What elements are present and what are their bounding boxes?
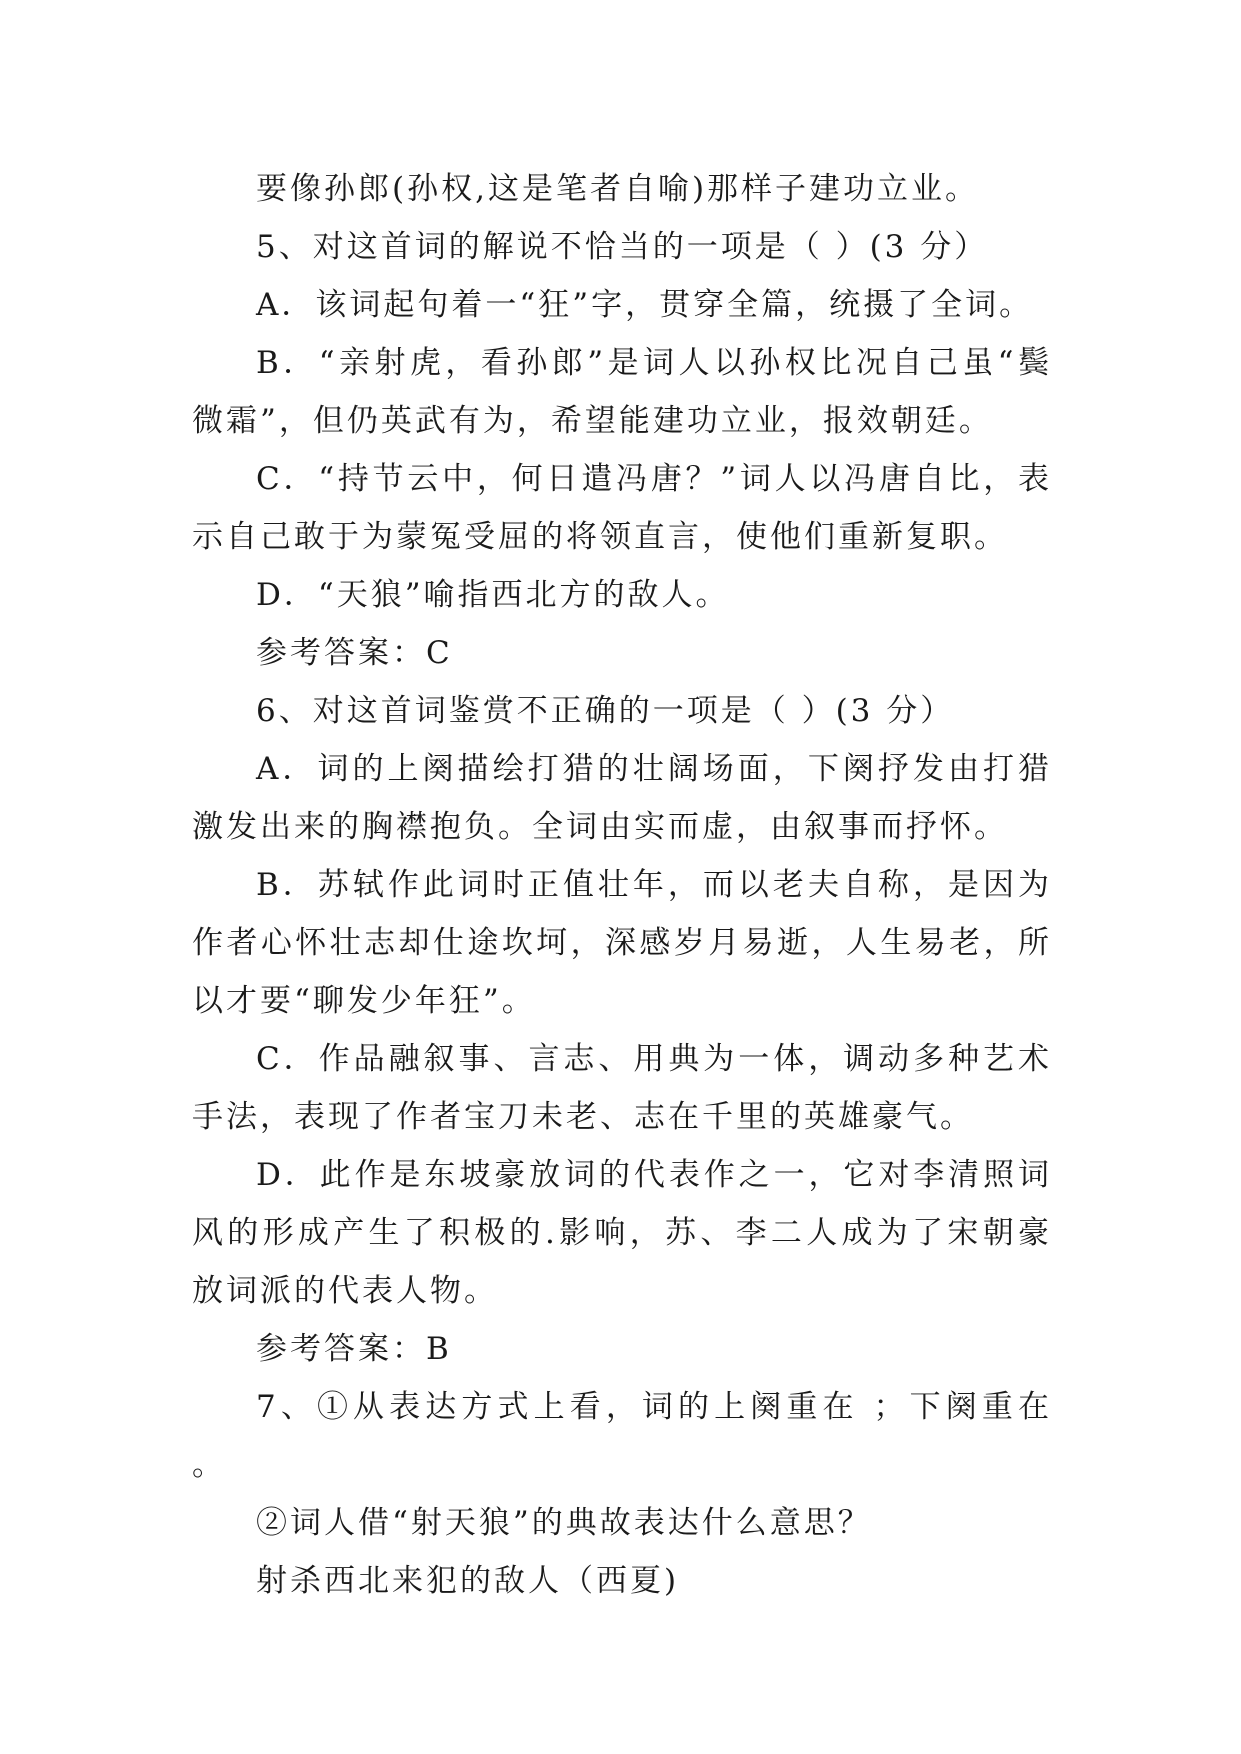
- question-5-stem: 5、对这首词的解说不恰当的一项是（ ）(3 分）: [256, 229, 989, 265]
- question-5-option-d: D．“天狼”喻指西北方的敌人。: [256, 577, 730, 613]
- question-7-part-1: 7、①从表达方式上看，词的上阕重在 ；下阕重在 。: [192, 1389, 1052, 1483]
- question-6-answer: 参考答案：B: [256, 1331, 452, 1367]
- question-6-option-b: B．苏轼作此词时正值壮年，而以老夫自称，是因为作者心怀壮志却仕途坎坷，深感岁月易逝，人生易老，所以才要“聊发少年狂”。: [192, 867, 1052, 1019]
- question-5-option-c: C．“持节云中，何日遣冯唐？”词人以冯唐自比，表示自己敢于为蒙冤受屈的将领直言，使他们重新复职。: [192, 461, 1052, 555]
- question-5-option-b: B．“亲射虎，看孙郎”是词人以孙权比况自己虽“鬓微霜”，但仍英武有为，希望能建功立业，报效朝廷。: [192, 345, 1052, 439]
- question-6-option-d: D．此作是东坡豪放词的代表作之一，它对李清照词风的形成产生了积极的.影响，苏、李二人成为了宋朝豪放词派的代表人物。: [192, 1157, 1052, 1309]
- question-5-option-a: A．该词起句着一“狂”字，贯穿全篇，统摄了全词。: [256, 287, 1034, 323]
- paragraph-sun-lang-note: 要像孙郎(孙权,这是笔者自喻)那样子建功立业。: [256, 171, 980, 207]
- question-6-stem: 6、对这首词鉴赏不正确的一项是（ ）(3 分）: [256, 693, 955, 729]
- question-7-answer: 射杀西北来犯的敌人（西夏): [256, 1563, 680, 1599]
- document-body: [192, 160, 1052, 1610]
- question-6-option-a: A．词的上阕描绘打猎的壮阔场面，下阕抒发由打猎激发出来的胸襟抱负。全词由实而虚，由叙事而抒怀。: [192, 751, 1052, 845]
- question-5-answer: 参考答案：C: [256, 635, 453, 671]
- question-7-part-2: ②词人借“射天狼”的典故表达什么意思？: [256, 1505, 872, 1541]
- question-6-option-c: C．作品融叙事、言志、用典为一体，调动多种艺术手法，表现了作者宝刀未老、志在千里的英雄豪气。: [192, 1041, 1052, 1135]
